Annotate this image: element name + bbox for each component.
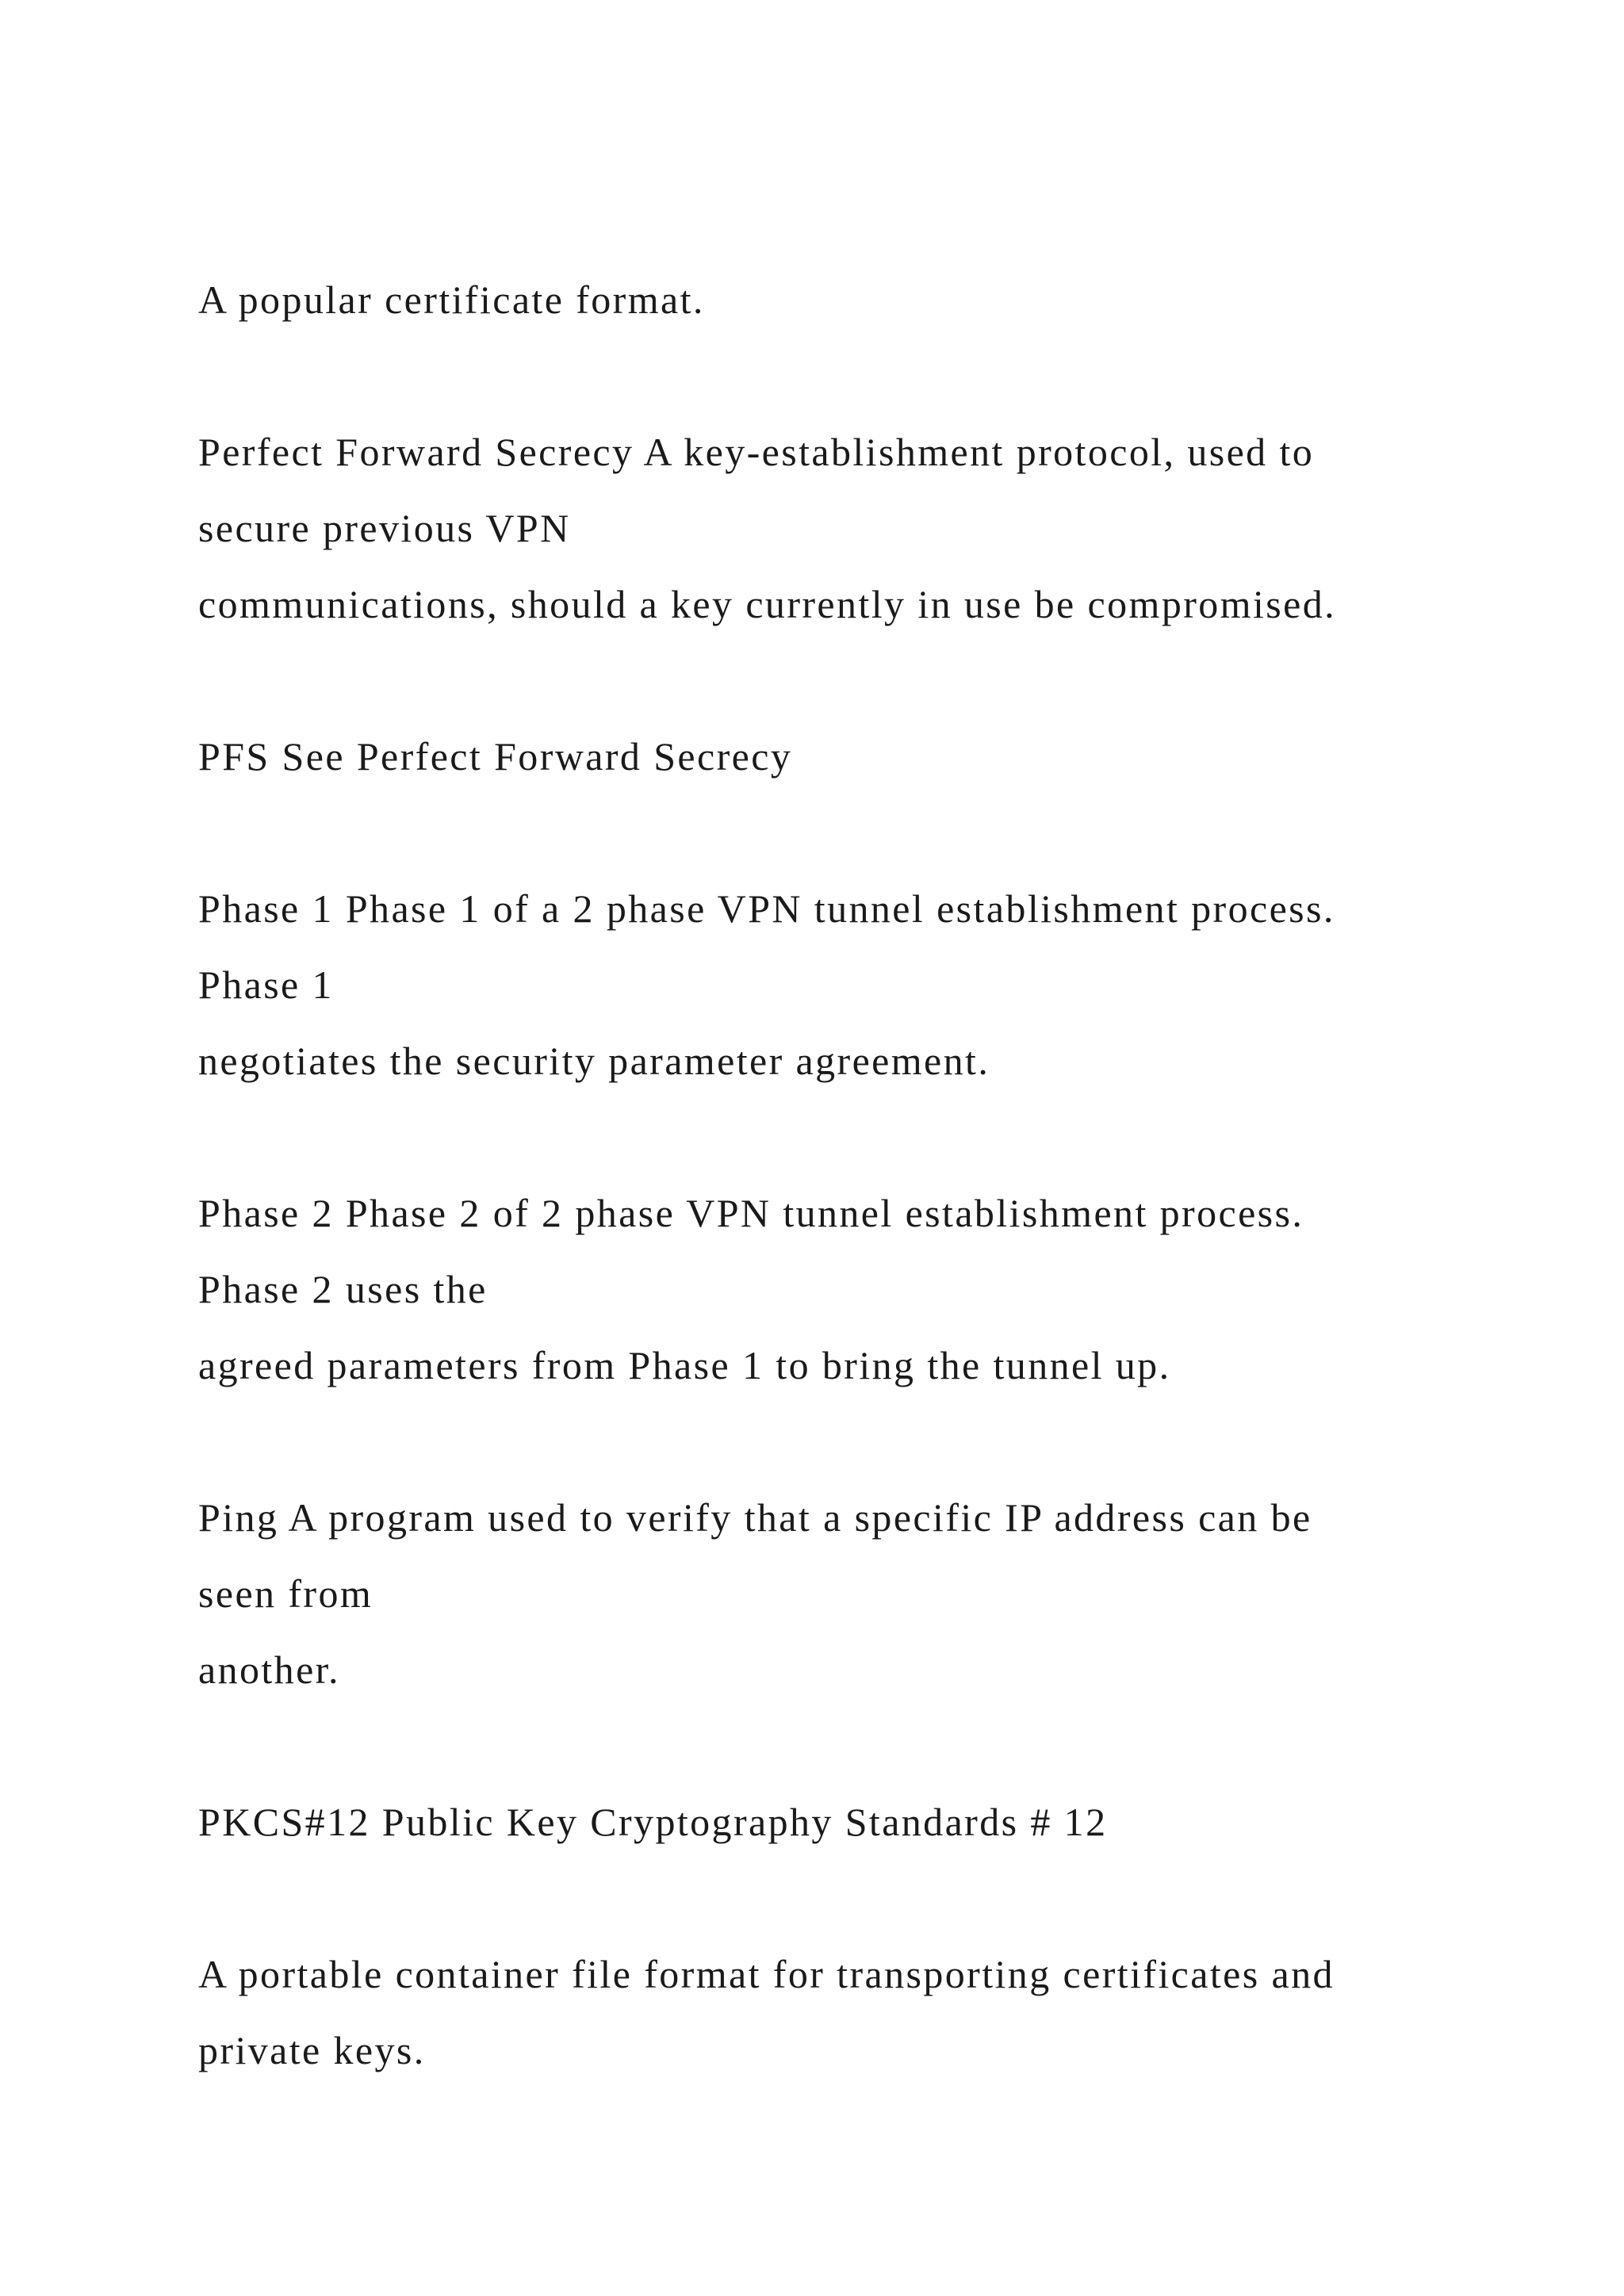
paragraph-ping — [198, 1479, 1546, 1708]
paragraph-phase-1 — [198, 871, 1546, 1099]
text-line: Phase 1 Phase 1 of a 2 phase VPN tunnel establishment process. — [198, 886, 1335, 931]
text-line: communications, should a key currently in use be compromised. — [198, 582, 1336, 626]
text-line: private keys. — [198, 2028, 426, 2072]
paragraph-pkcs12 — [198, 1784, 1546, 1860]
text-line: A popular certificate format. — [198, 277, 705, 322]
paragraph-certificate-format — [198, 262, 1546, 338]
text-line: PKCS#12 Public Key Cryptography Standards # 12 — [198, 1800, 1108, 1844]
text-line: seen from — [198, 1571, 373, 1616]
text-line: Ping A program used to verify that a specific IP address can be — [198, 1495, 1312, 1540]
text-line: Phase 2 uses the — [198, 1267, 488, 1311]
text-line: negotiates the security parameter agreement. — [198, 1039, 990, 1083]
paragraph-pfs — [198, 718, 1546, 794]
text-line: another. — [198, 1647, 340, 1692]
text-line: Phase 2 Phase 2 of 2 phase VPN tunnel establishment process. — [198, 1191, 1304, 1235]
text-line: A portable container file format for transporting certificates and — [198, 1952, 1335, 1996]
paragraph-perfect-forward-secrecy — [198, 414, 1546, 642]
text-line: secure previous VPN — [198, 506, 571, 550]
text-line: agreed parameters from Phase 1 to bring the tunnel up. — [198, 1343, 1171, 1387]
text-line: Phase 1 — [198, 962, 334, 1007]
document-body — [198, 262, 1546, 2164]
paragraph-phase-2 — [198, 1175, 1546, 1403]
text-line: Perfect Forward Secrecy A key-establishment protocol, used to — [198, 430, 1315, 474]
text-line: PFS See Perfect Forward Secrecy — [198, 734, 793, 779]
paragraph-portable-container — [198, 1936, 1546, 2088]
